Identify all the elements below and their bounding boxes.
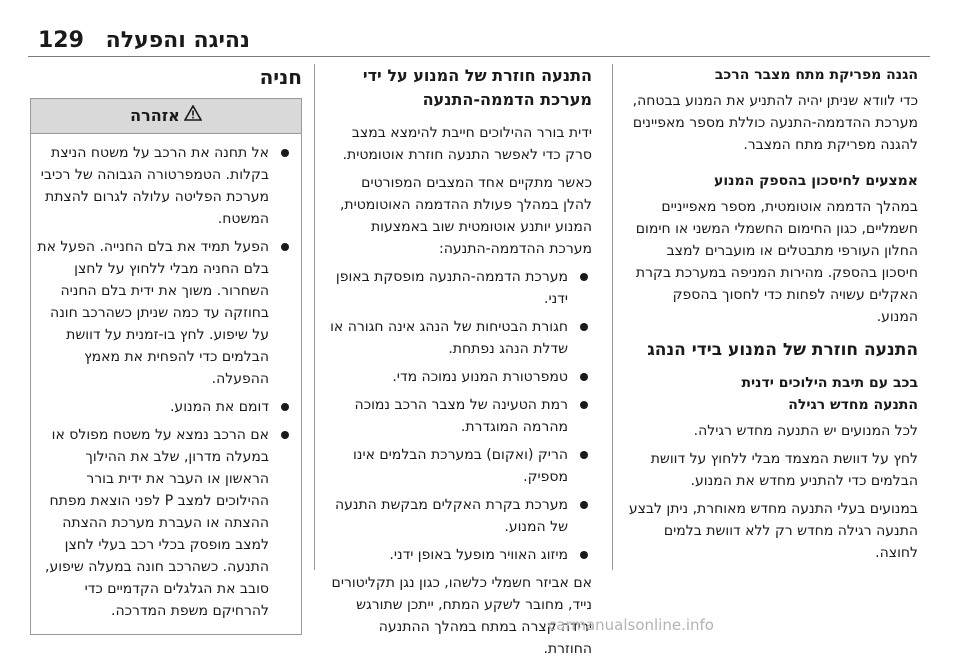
parking-heading: חניה <box>259 65 302 89</box>
power-saving-heading: אמצעים לחיסכון בהספק המנוע <box>714 173 918 189</box>
list-item-text: טמפרטורת המנוע נמוכה מדי. <box>392 369 568 385</box>
normal-restart-heading: התנעה מחדש רגילה <box>788 397 918 413</box>
list-item <box>37 142 293 230</box>
auto-restart-intro-text: כאשר מתקיים אחד המצבים המפורטים להלן במהלך פעולת ההדממה האוטומטית, המנוע יותנע אוטומטית שוב באמצעות מערכת ההדממה-התנעה: <box>339 175 592 257</box>
column-divider <box>612 64 613 570</box>
warning-body <box>31 134 301 634</box>
battery-protection-text: כדי לוודא שניתן יהיה להתניע את המנוע בבטחה, מערכת ההדממה-התנעה כוללת מספר מאפיינים להגנה מפריקת מתח המצבר. <box>632 93 918 153</box>
driver-restart-heading: התנעה חוזרת של המנוע בידי הנהג <box>647 340 918 360</box>
list-item <box>330 394 592 438</box>
clutch-instruction-text: לחץ על דוושת המצמד מבלי ללחוץ על דוושת הבלמים כדי להתניע מחדש את המנוע. <box>650 451 918 489</box>
list-item <box>37 424 293 622</box>
list-item <box>330 366 592 388</box>
list-item-text: מיזוג האוויר מופעל באופן ידני. <box>389 547 568 563</box>
list-item-text: אם הרכב נמצא על משטח מפולס או במעלה מדרון, שלב את ההילוך הראשון או העבר את ידית בורר ההילוכים למצב P לפני הוצאת מפתח ההצתה או העברת מערכת ההצתה למצב מופסק בכלי רכב בעלי לחצן התנעה. כשהרכב חונה במעלה שיפוע, סובב את הגלגלים הקדמיים כדי להרחיקם משפת המדרכה. <box>45 427 269 619</box>
list-item-text: חגורת הבטיחות של הנהג אינה חגורה או שדלת הנהג נפתחת. <box>330 319 568 357</box>
list-item <box>37 236 293 390</box>
column-right <box>628 64 918 570</box>
warning-title: אזהרה <box>130 106 180 125</box>
bullet-icon <box>580 551 588 559</box>
list-item <box>330 544 592 566</box>
list-item <box>330 444 592 488</box>
voltage-drop-text: אם אביזר חשמלי כלשהו, כגון נגן תקליטורים נייד, מחובר לשקע המתח, ייתכן שתורגש ירידה קצרה במתח במהלך ההתנעה החוזרת. <box>331 575 592 657</box>
list-item-text: הריק (ואקום) במערכת הבלמים אינו מספיק. <box>353 447 568 485</box>
watermark: carmanualsonline.info <box>548 616 714 634</box>
bullet-icon <box>580 451 588 459</box>
list-item-text: דומם את המנוע. <box>169 399 269 415</box>
bullet-icon <box>580 273 588 281</box>
bullet-icon <box>281 243 289 251</box>
bullet-icon <box>580 401 588 409</box>
warning-header <box>31 99 301 134</box>
page-number: 129 <box>38 28 84 53</box>
column-left <box>30 64 302 635</box>
delayed-restart-text: במנועים בעלי התנעה מחדש מאוחרת, ניתן לבצע התנעה רגילה מחדש רק ללא דוושת בלמים לחוצה. <box>628 501 918 561</box>
auto-restart-heading: התנעה חוזרת של המנוע על ידי מערכת הדממה-התנעה <box>362 66 592 109</box>
normal-restart-text: לכל המנועים יש התנעה מחדש רגילה. <box>693 423 918 439</box>
auto-restart-conditions-list <box>330 266 592 566</box>
list-item-text: הפעל תמיד את בלם החנייה. הפעל את בלם החניה מבלי ללחוץ על לחצן השחרור. משוך את ידית בלם החניה בחוזקה עד כמה שניתן כשהרכב חונה על שיפוע. לחץ בו-זמנית על דוושת הבלמים כדי להפחית את מאמץ ההפעלה. <box>37 239 269 387</box>
page-title: נהיגה והפעלה <box>105 28 250 53</box>
list-item-text: רמת הטעינה של מצבר הרכב נמוכה מהרמה המוגדרת. <box>354 397 568 435</box>
parking-warnings-list <box>37 142 293 622</box>
bullet-icon <box>281 149 289 157</box>
list-item <box>37 396 293 418</box>
warning-triangle-icon <box>184 105 202 127</box>
manual-gearbox-heading: בכב עם תיבת הילוכים ידנית <box>741 375 918 391</box>
neutral-requirement-text: ידית בורר ההילוכים חייבת להימצא במצב סרק כדי לאפשר התנעה חוזרת אוטומטית. <box>342 125 592 163</box>
bullet-icon <box>281 431 289 439</box>
list-item-text: מערכת הדממה-התנעה מופסקת באופן ידני. <box>335 269 568 307</box>
bullet-icon <box>580 373 588 381</box>
list-item-text: אל תחנה את הרכב על משטח הניצת בקלות. הטמפרטורה הגבוהה של רכיבי מערכת הפליטה עלולה לגרום להצתת המשטח. <box>40 145 269 227</box>
list-item <box>330 266 592 310</box>
bullet-icon <box>580 501 588 509</box>
list-item <box>330 316 592 360</box>
list-item-text: מערכת בקרת האקלים מבקשת התנעה של המנוע. <box>334 497 568 535</box>
power-saving-text: במהלך הדממה אוטומטית, מספר מאפייניים חשמליים, כגון החימום החשמלי המשני או חימום החלון העורפי מתבטלים או מועברים למצב חיסכון בהספק. מהירות המניפה במערכת בקרת האקלים עשויה לפחות כדי לחסוך בהספק המנוע. <box>635 199 918 325</box>
warning-box <box>30 98 302 635</box>
list-item <box>330 494 592 538</box>
column-divider <box>314 64 315 570</box>
bullet-icon <box>281 403 289 411</box>
bullet-icon <box>580 323 588 331</box>
header-rule <box>28 56 930 57</box>
column-middle <box>330 64 592 666</box>
battery-protection-heading: הגנה מפריקת מתח מצבר הרכב <box>714 67 918 83</box>
